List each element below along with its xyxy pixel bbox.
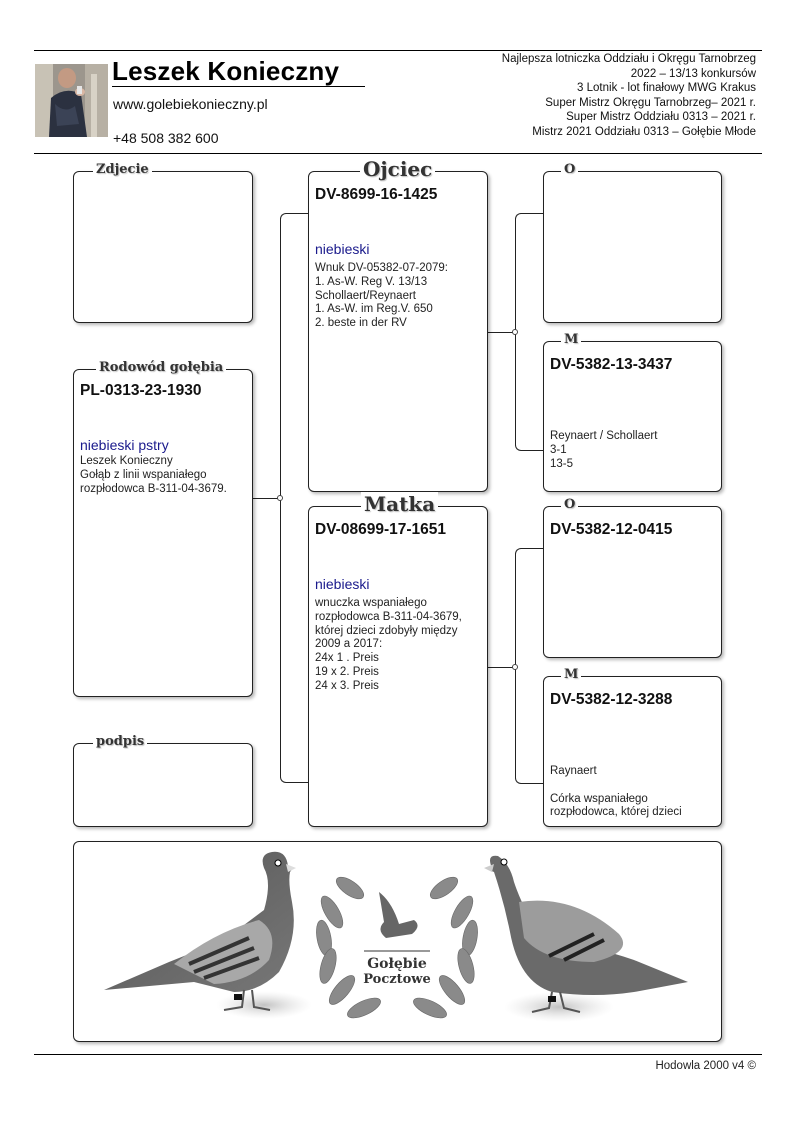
logo-emblem <box>314 860 480 1024</box>
connector-bracket-parents <box>280 213 309 783</box>
connector-bracket-father <box>515 213 544 451</box>
right-pigeon-image <box>484 856 688 1022</box>
father-father-box <box>543 162 722 323</box>
achievement-item: Mistrz 2021 Oddziału 0313 – Gołębie Młode <box>532 125 756 138</box>
left-pigeon-image <box>104 852 312 1019</box>
breeder-photo <box>35 64 108 137</box>
header-bottom-rule <box>34 153 762 154</box>
connector-knot <box>277 495 283 501</box>
mother-box <box>308 492 488 827</box>
connector-line <box>487 332 515 333</box>
mother-ring-number: DV-08699-17-1651 <box>315 521 446 538</box>
father-description: Wnuk DV-05382-07-2079: 1. As-W. Reg V. 13/13 Schollaert/Reynaert 1. As-W. im Reg.V. 650 2. beste in der RV <box>315 262 448 330</box>
photo-box <box>73 162 253 323</box>
father-box-label: Ojciec <box>360 157 435 181</box>
header-top-rule <box>34 50 762 51</box>
achievement-item: 2022 – 13/13 konkursów <box>630 67 756 80</box>
connector-line <box>252 498 280 499</box>
connector-line <box>487 667 515 668</box>
achievement-item: Super Mistrz Oddziału 0313 – 2021 r. <box>566 111 756 123</box>
logo-text-line1: Gołębie <box>367 956 427 972</box>
banner-artwork <box>74 842 721 1041</box>
name-underline <box>112 86 365 87</box>
website-link[interactable]: www.golebiekonieczny.pl <box>113 96 268 112</box>
logo-text-line2: Pocztowe <box>363 972 431 987</box>
mother-father-ring-number: DV-5382-12-0415 <box>550 521 673 538</box>
father-mother-label: M <box>561 331 581 349</box>
achievements-list <box>502 52 756 139</box>
footer-rule <box>34 1054 762 1055</box>
mother-mother-label: M <box>561 666 581 684</box>
mother-father-box <box>543 497 722 658</box>
achievement-item: Super Mistrz Okręgu Tarnobrzeg– 2021 r. <box>545 96 756 109</box>
achievement-item: 3 Lotnik - lot finałowy MWG Krakus <box>577 82 756 94</box>
father-mother-description: Reynaert / Schollaert 3-1 13-5 <box>550 430 658 470</box>
father-ring-number: DV-8699-16-1425 <box>315 186 438 203</box>
connector-bracket-mother <box>515 548 544 784</box>
mother-description: wnuczka wspaniałego rozpłodowca B-311-04-3679, której dzieci zdobyły między 2009 a 2017: 24x 1 . Preis 19 x 2. Preis 24 x 3. Preis <box>315 597 462 692</box>
photo-box-label: Zdjecie <box>93 161 152 179</box>
achievement-item: Najlepsza lotniczka Oddziału i Okręgu Tarnobrzeg <box>501 53 756 65</box>
pigeon-ring-number: PL-0313-23-1930 <box>80 382 202 399</box>
mother-color: niebieski <box>315 576 370 592</box>
pigeon-color: niebieski pstry <box>80 437 169 453</box>
mother-box-label: Matka <box>361 492 438 516</box>
pigeon-box-label: Rodowód gołębia <box>96 359 226 377</box>
connector-knot <box>512 329 518 335</box>
father-color: niebieski <box>315 241 370 257</box>
father-mother-box <box>543 332 722 492</box>
mother-mother-box <box>543 667 722 827</box>
mother-mother-description: Raynaert Córka wspaniałego rozpłodowca, której dzieci <box>550 765 682 819</box>
father-box <box>308 157 488 492</box>
banner-box <box>73 841 722 1042</box>
mother-mother-ring-number: DV-5382-12-3288 <box>550 691 673 708</box>
signature-box-label: podpis <box>93 733 147 751</box>
pigeon-description: Leszek Konieczny Gołąb z linii wspaniałego rozpłodowca B-311-04-3679. <box>80 455 227 495</box>
connector-knot <box>512 664 518 670</box>
father-mother-ring-number: DV-5382-13-3437 <box>550 356 673 373</box>
father-father-label: O <box>561 161 578 179</box>
footer-credit: Hodowla 2000 v4 © <box>655 1060 756 1072</box>
mother-father-label: O <box>561 496 578 514</box>
phone-number: +48 508 382 600 <box>113 130 219 146</box>
breeder-name: Leszek Konieczny <box>112 56 340 86</box>
pigeon-box <box>73 360 253 697</box>
signature-box <box>73 734 253 827</box>
